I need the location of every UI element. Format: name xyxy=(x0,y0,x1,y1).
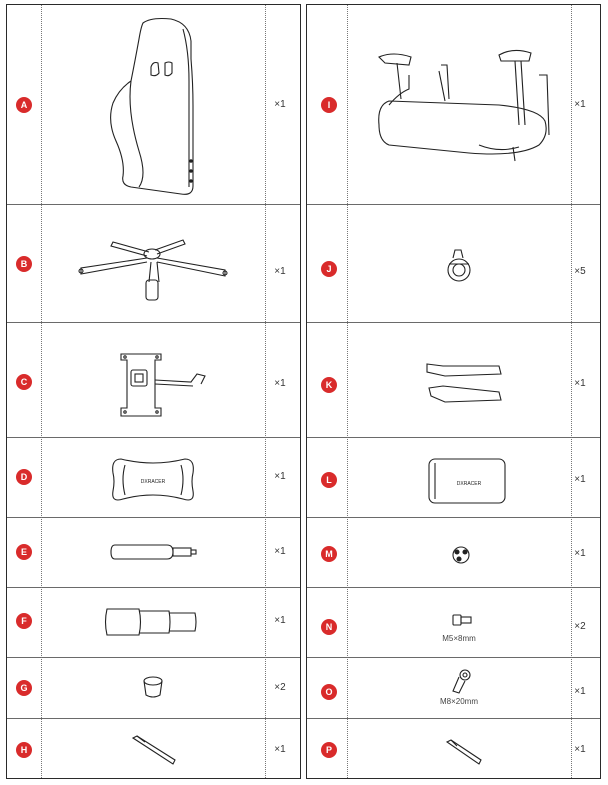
part-row-c xyxy=(7,322,300,437)
part-row-l xyxy=(307,437,600,517)
part-letter-badge: H xyxy=(16,742,32,758)
part-row-j xyxy=(307,204,600,322)
quantity-label: ×1 xyxy=(574,548,586,559)
part-letter-badge: J xyxy=(321,261,337,277)
part-letter-badge: N xyxy=(321,619,337,635)
part-letter-badge: O xyxy=(321,684,337,700)
part-row-h xyxy=(7,718,300,780)
quantity-label: ×1 xyxy=(574,474,586,485)
quantity-label: ×1 xyxy=(274,744,286,755)
brackets-illustration xyxy=(349,352,569,412)
part-row-p xyxy=(307,718,600,780)
quantity-label: ×1 xyxy=(274,378,286,389)
lumbar-pillow-illustration xyxy=(349,453,569,505)
part-row-e xyxy=(7,517,300,587)
part-letter-badge: C xyxy=(16,374,32,390)
part-row-a xyxy=(7,5,300,204)
hex-key-illustration xyxy=(43,732,263,766)
gas-lift-illustration xyxy=(43,539,263,565)
part-letter-badge: B xyxy=(16,256,32,272)
quantity-label: ×1 xyxy=(574,99,586,110)
caster-illustration xyxy=(349,246,569,290)
part-row-f xyxy=(7,587,300,657)
quantity-label: ×1 xyxy=(274,471,286,482)
quantity-label: ×1 xyxy=(274,266,286,277)
seat-back-illustration xyxy=(43,11,263,199)
part-spec-label: M5×8mm xyxy=(442,634,476,643)
part-row-g xyxy=(7,657,300,718)
quantity-label: ×1 xyxy=(574,686,586,697)
seat-with-armrests-illustration xyxy=(349,35,569,175)
quantity-label: ×1 xyxy=(274,546,286,557)
quantity-label: ×1 xyxy=(274,99,286,110)
part-letter-badge: G xyxy=(16,680,32,696)
part-spec-label: M8×20mm xyxy=(439,697,478,706)
chair-base-illustration xyxy=(43,234,263,304)
quantity-label: ×5 xyxy=(574,266,586,277)
part-letter-badge: K xyxy=(321,377,337,393)
headrest-pillow-illustration xyxy=(43,451,263,505)
cap-illustration xyxy=(43,671,263,705)
tilt-mechanism-illustration xyxy=(43,346,263,426)
part-row-b xyxy=(7,204,300,322)
quantity-label: ×1 xyxy=(574,378,586,389)
part-letter-badge: P xyxy=(321,742,337,758)
bolt-illustration xyxy=(349,667,569,695)
part-row-d xyxy=(7,437,300,517)
bolt-set-illustration xyxy=(349,541,569,569)
quantity-label: ×1 xyxy=(274,615,286,626)
part-row-i xyxy=(307,5,600,204)
part-letter-badge: L xyxy=(321,472,337,488)
svg-text:DXRACER: DXRACER xyxy=(456,481,482,487)
quantity-label: ×2 xyxy=(274,682,286,693)
part-row-o xyxy=(307,657,600,718)
part-letter-badge: I xyxy=(321,97,337,113)
cylinder-cover-illustration xyxy=(43,605,263,641)
hex-key-illustration xyxy=(349,732,569,766)
quantity-label: ×1 xyxy=(574,744,586,755)
part-letter-badge: E xyxy=(16,544,32,560)
screw-illustration xyxy=(349,611,569,631)
parts-table-left xyxy=(6,4,301,779)
part-row-k xyxy=(307,322,600,437)
svg-text:DXRACER: DXRACER xyxy=(140,479,166,485)
quantity-label: ×2 xyxy=(574,621,586,632)
part-letter-badge: F xyxy=(16,613,32,629)
part-letter-badge: M xyxy=(321,546,337,562)
part-letter-badge: D xyxy=(16,469,32,485)
part-letter-badge: A xyxy=(16,97,32,113)
part-row-n xyxy=(307,587,600,657)
part-row-m xyxy=(307,517,600,587)
parts-table-right xyxy=(306,4,601,779)
